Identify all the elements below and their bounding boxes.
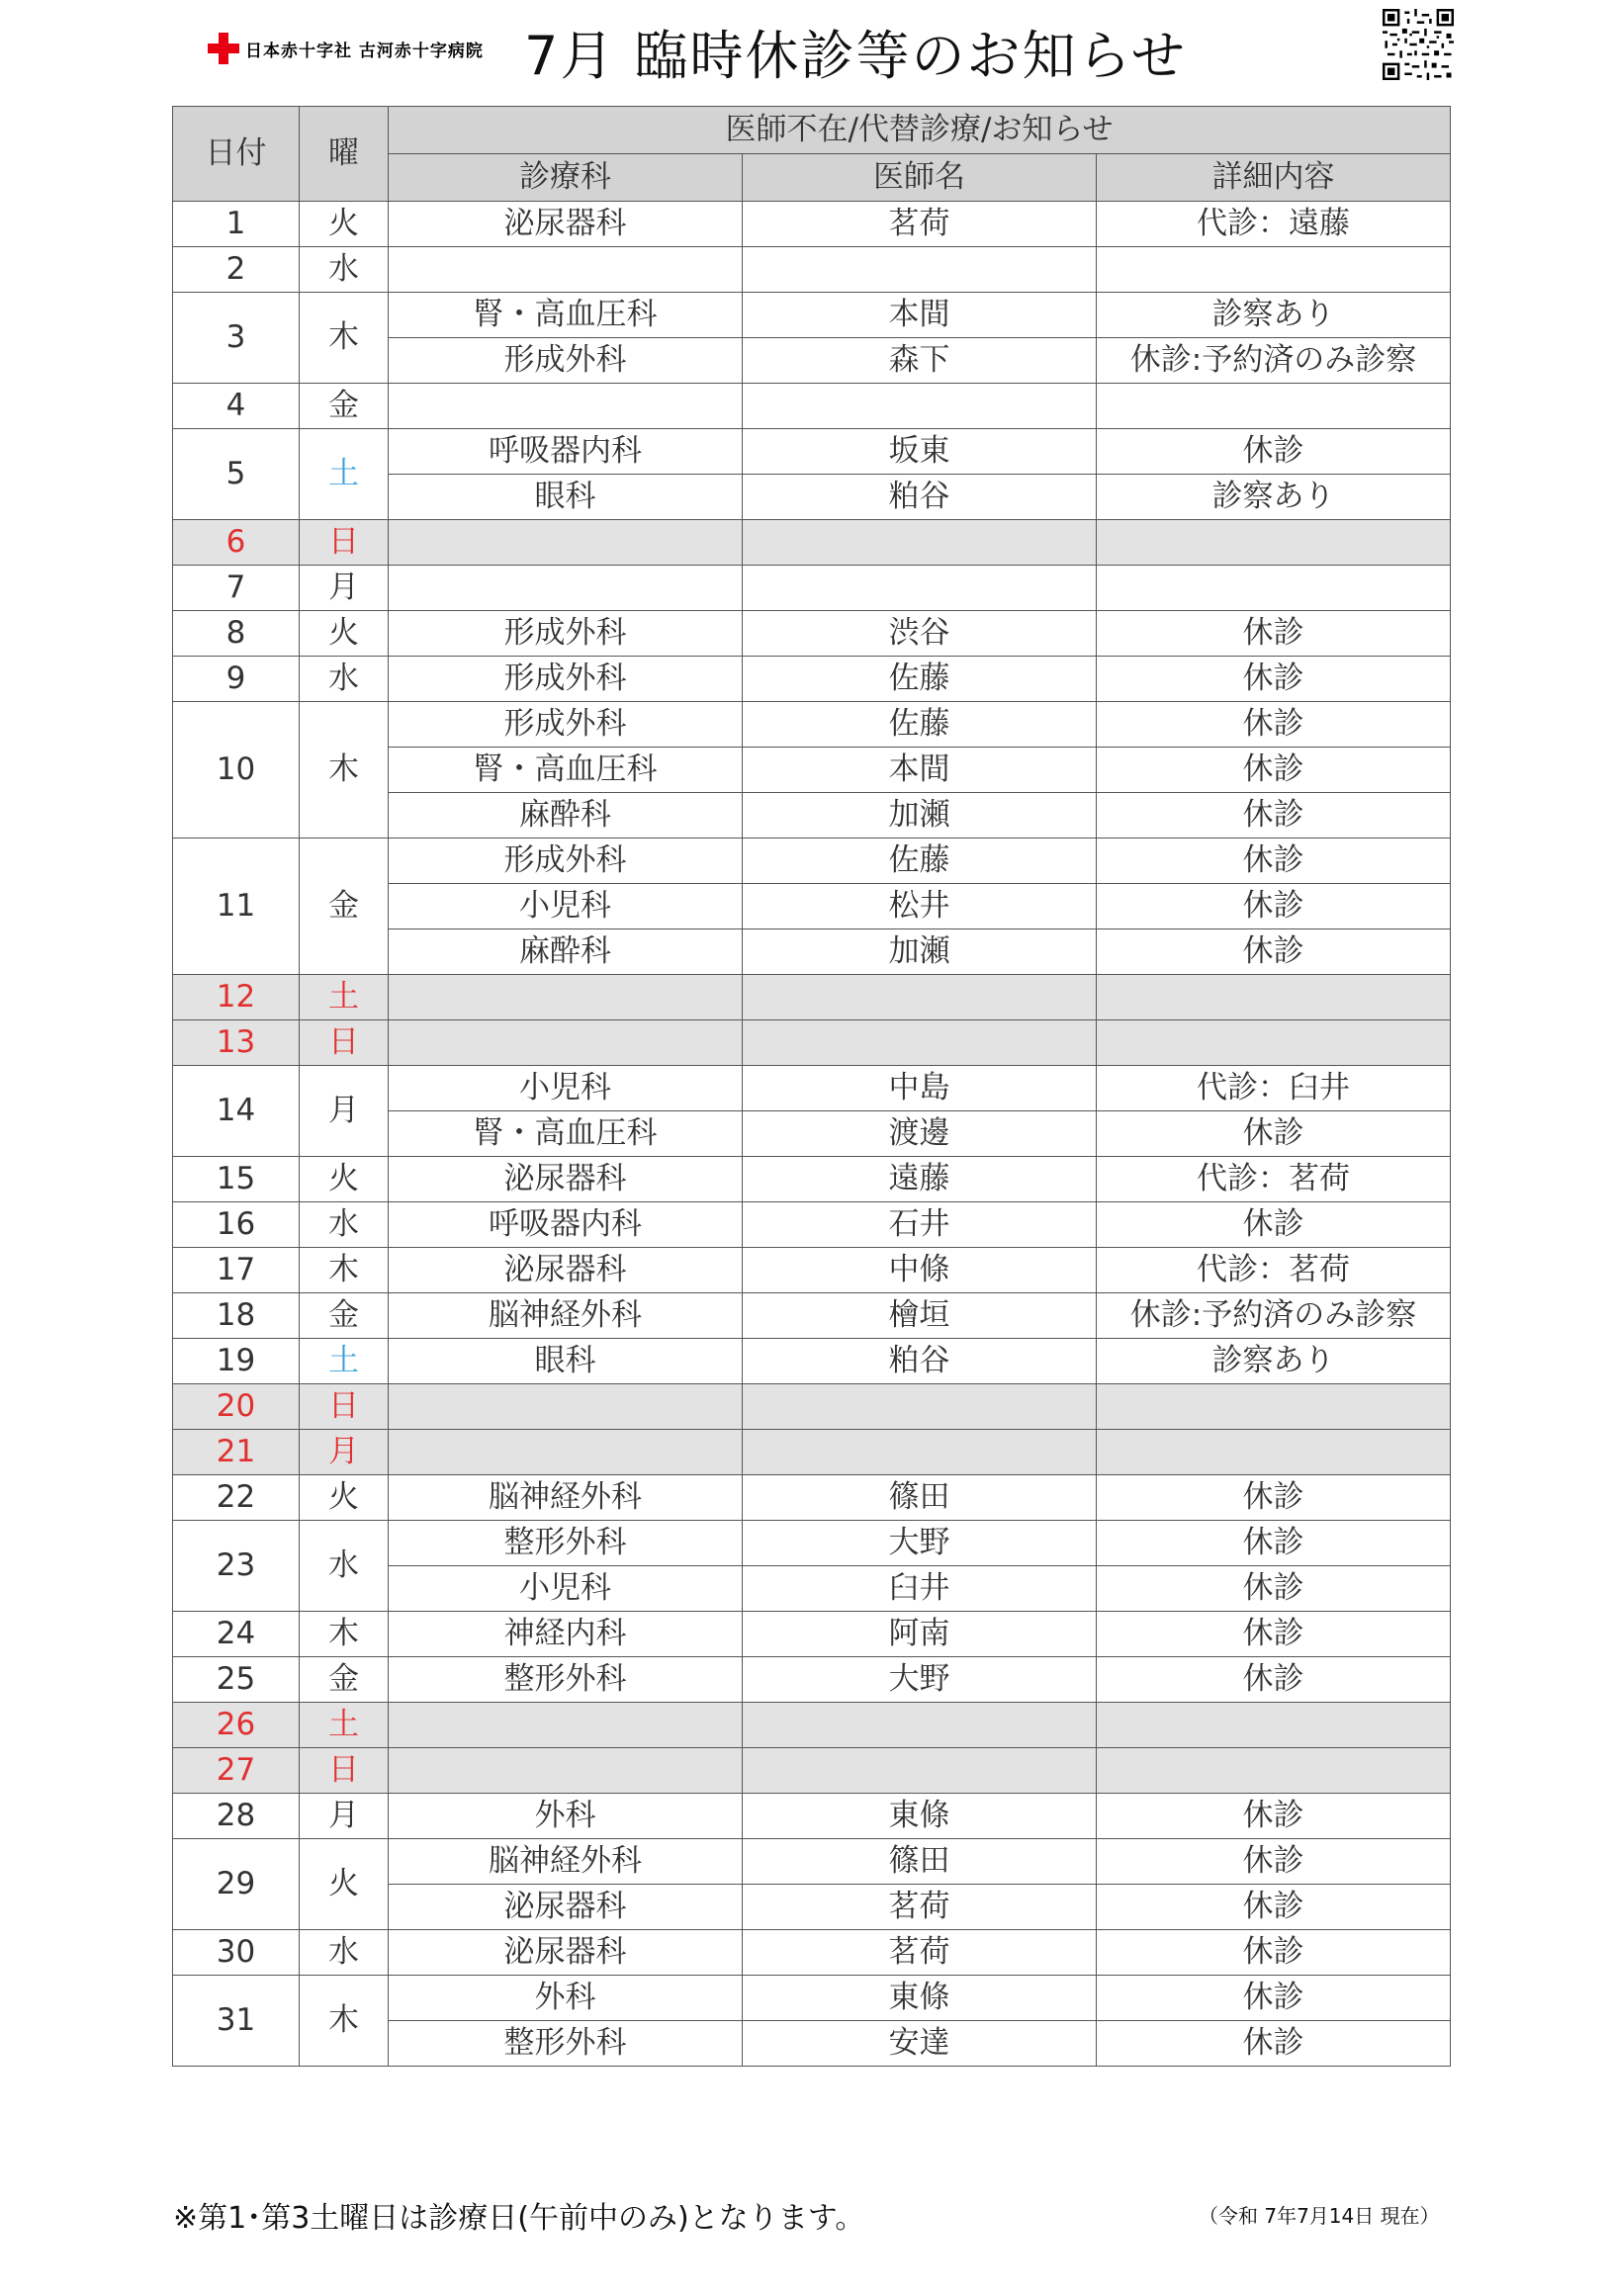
doctor-cell: 檜垣 [743, 1293, 1097, 1339]
detail-cell: 診察あり [1097, 1339, 1451, 1384]
date-cell: 7 [173, 566, 300, 611]
doctor-cell [743, 384, 1097, 429]
date-cell: 22 [173, 1475, 300, 1521]
weekday-cell: 土 [300, 429, 389, 520]
doctor-cell: 阿南 [743, 1612, 1097, 1657]
date-cell: 13 [173, 1020, 300, 1066]
weekday-cell: 日 [300, 1748, 389, 1794]
detail-cell: 休診:予約済のみ診察 [1097, 1293, 1451, 1339]
detail-cell: 休診 [1097, 1976, 1451, 2021]
header-weekday: 曜 [300, 107, 389, 202]
detail-cell: 休診 [1097, 1521, 1451, 1566]
table-row [173, 1794, 1451, 1839]
detail-cell: 休診 [1097, 1612, 1451, 1657]
date-cell: 5 [173, 429, 300, 520]
header-department: 診療科 [389, 154, 743, 202]
detail-cell: 休診 [1097, 839, 1451, 884]
department-cell: 形成外科 [389, 702, 743, 748]
detail-cell: 休診 [1097, 657, 1451, 702]
department-cell: 形成外科 [389, 611, 743, 657]
table-row [173, 1521, 1451, 1566]
department-cell: 小児科 [389, 1066, 743, 1111]
date-cell: 18 [173, 1293, 300, 1339]
date-cell: 17 [173, 1248, 300, 1293]
header-group: 医師不在/代替診療/お知らせ [389, 107, 1451, 154]
table-row [173, 247, 1451, 293]
detail-cell: 休診 [1097, 1930, 1451, 1976]
department-cell: 呼吸器内科 [389, 429, 743, 475]
table-row [173, 702, 1451, 748]
doctor-cell: 東條 [743, 1976, 1097, 2021]
doctor-cell: 森下 [743, 338, 1097, 384]
date-cell: 6 [173, 520, 300, 566]
date-cell: 15 [173, 1157, 300, 1202]
department-cell: 泌尿器科 [389, 202, 743, 247]
department-cell: 眼科 [389, 475, 743, 520]
department-cell: 泌尿器科 [389, 1157, 743, 1202]
detail-cell: 休診 [1097, 1202, 1451, 1248]
detail-cell: 休診 [1097, 611, 1451, 657]
table-row [173, 1202, 1451, 1248]
date-cell: 24 [173, 1612, 300, 1657]
detail-cell [1097, 1384, 1451, 1430]
schedule-body [173, 202, 1451, 2067]
weekday-cell: 水 [300, 1202, 389, 1248]
doctor-cell [743, 520, 1097, 566]
weekday-cell: 火 [300, 1157, 389, 1202]
header-doctor: 医師名 [743, 154, 1097, 202]
detail-cell [1097, 520, 1451, 566]
table-row [173, 1976, 1451, 2021]
doctor-cell [743, 1748, 1097, 1794]
doctor-cell: 松井 [743, 884, 1097, 929]
date-cell: 10 [173, 702, 300, 839]
detail-cell: 休診 [1097, 702, 1451, 748]
department-cell: 脳神経外科 [389, 1293, 743, 1339]
department-cell: 整形外科 [389, 1521, 743, 1566]
table-row [173, 1384, 1451, 1430]
table-row [173, 1293, 1451, 1339]
doctor-cell: 茗荷 [743, 1885, 1097, 1930]
department-cell: 外科 [389, 1976, 743, 2021]
detail-cell: 休診 [1097, 884, 1451, 929]
doctor-cell: 粕谷 [743, 1339, 1097, 1384]
table-row [173, 293, 1451, 338]
weekday-cell: 金 [300, 839, 389, 975]
doctor-cell: 茗荷 [743, 202, 1097, 247]
doctor-cell: 佐藤 [743, 839, 1097, 884]
weekday-cell: 木 [300, 702, 389, 839]
table-row [173, 1748, 1451, 1794]
table-row [173, 1475, 1451, 1521]
doctor-cell: 渡邊 [743, 1111, 1097, 1157]
weekday-cell: 土 [300, 1339, 389, 1384]
detail-cell: 休診 [1097, 429, 1451, 475]
department-cell: 泌尿器科 [389, 1248, 743, 1293]
detail-cell: 診察あり [1097, 475, 1451, 520]
department-cell: 形成外科 [389, 338, 743, 384]
department-cell: 泌尿器科 [389, 1885, 743, 1930]
detail-cell [1097, 384, 1451, 429]
date-cell: 19 [173, 1339, 300, 1384]
date-cell: 20 [173, 1384, 300, 1430]
doctor-cell [743, 975, 1097, 1020]
table-row [173, 1248, 1451, 1293]
table-row [173, 1657, 1451, 1703]
table-row [173, 1020, 1451, 1066]
doctor-cell [743, 247, 1097, 293]
detail-cell: 休診 [1097, 1475, 1451, 1521]
table-row [173, 429, 1451, 475]
weekday-cell: 火 [300, 202, 389, 247]
doctor-cell: 粕谷 [743, 475, 1097, 520]
weekday-cell: 火 [300, 1839, 389, 1930]
department-cell: 小児科 [389, 1566, 743, 1612]
table-row [173, 1066, 1451, 1111]
detail-cell: 代診：茗荷 [1097, 1248, 1451, 1293]
detail-cell: 休診 [1097, 748, 1451, 793]
table-row [173, 566, 1451, 611]
doctor-cell [743, 1703, 1097, 1748]
as-of-date: （令和 7年7月14日 現在） [1199, 2204, 1440, 2228]
table-row [173, 1157, 1451, 1202]
doctor-cell [743, 1384, 1097, 1430]
department-cell [389, 1384, 743, 1430]
detail-cell [1097, 1703, 1451, 1748]
detail-cell: 代診：遠藤 [1097, 202, 1451, 247]
detail-cell: 休診 [1097, 1657, 1451, 1703]
weekday-cell: 火 [300, 1475, 389, 1521]
department-cell: 脳神経外科 [389, 1475, 743, 1521]
department-cell: 泌尿器科 [389, 1930, 743, 1976]
department-cell: 神経内科 [389, 1612, 743, 1657]
department-cell: 麻酔科 [389, 929, 743, 975]
doctor-cell: 佐藤 [743, 702, 1097, 748]
weekday-cell: 木 [300, 1248, 389, 1293]
detail-cell: 休診 [1097, 2021, 1451, 2067]
department-cell [389, 520, 743, 566]
table-row [173, 520, 1451, 566]
date-cell: 12 [173, 975, 300, 1020]
department-cell: 麻酔科 [389, 793, 743, 839]
table-row [173, 1339, 1451, 1384]
weekday-cell: 金 [300, 1293, 389, 1339]
department-cell: 形成外科 [389, 839, 743, 884]
detail-cell: 診察あり [1097, 293, 1451, 338]
date-cell: 2 [173, 247, 300, 293]
detail-cell: 休診 [1097, 1566, 1451, 1612]
weekday-cell: 木 [300, 293, 389, 384]
table-row [173, 611, 1451, 657]
department-cell [389, 247, 743, 293]
weekday-cell: 木 [300, 1612, 389, 1657]
doctor-cell [743, 1020, 1097, 1066]
doctor-cell: 本間 [743, 748, 1097, 793]
department-cell: 整形外科 [389, 2021, 743, 2067]
detail-cell [1097, 975, 1451, 1020]
department-cell: 腎・高血圧科 [389, 1111, 743, 1157]
date-cell: 30 [173, 1930, 300, 1976]
detail-cell: 休診 [1097, 1794, 1451, 1839]
date-cell: 16 [173, 1202, 300, 1248]
detail-cell: 休診 [1097, 1885, 1451, 1930]
detail-cell: 休診 [1097, 793, 1451, 839]
weekday-cell: 日 [300, 520, 389, 566]
detail-cell [1097, 1020, 1451, 1066]
doctor-cell: 東條 [743, 1794, 1097, 1839]
table-row [173, 384, 1451, 429]
red-cross-icon [208, 33, 239, 64]
weekday-cell: 木 [300, 1976, 389, 2067]
weekday-cell: 水 [300, 247, 389, 293]
weekday-cell: 水 [300, 657, 389, 702]
doctor-cell: 安達 [743, 2021, 1097, 2067]
doctor-cell: 中條 [743, 1248, 1097, 1293]
detail-cell: 休診 [1097, 1839, 1451, 1885]
detail-cell: 代診：茗荷 [1097, 1157, 1451, 1202]
weekday-cell: 金 [300, 384, 389, 429]
weekday-cell: 火 [300, 611, 389, 657]
department-cell [389, 1703, 743, 1748]
date-cell: 26 [173, 1703, 300, 1748]
doctor-cell: 石井 [743, 1202, 1097, 1248]
header-details: 詳細内容 [1097, 154, 1451, 202]
date-cell: 9 [173, 657, 300, 702]
detail-cell: 代診：臼井 [1097, 1066, 1451, 1111]
doctor-cell [743, 1430, 1097, 1475]
doctor-cell: 篠田 [743, 1475, 1097, 1521]
weekday-cell: 水 [300, 1521, 389, 1612]
weekday-cell: 月 [300, 1430, 389, 1475]
doctor-cell [743, 566, 1097, 611]
weekday-cell: 金 [300, 1657, 389, 1703]
doctor-cell: 坂東 [743, 429, 1097, 475]
doctor-cell: 中島 [743, 1066, 1097, 1111]
department-cell [389, 1430, 743, 1475]
department-cell: 腎・高血圧科 [389, 748, 743, 793]
department-cell: 小児科 [389, 884, 743, 929]
doctor-cell: 遠藤 [743, 1157, 1097, 1202]
weekday-cell: 水 [300, 1930, 389, 1976]
date-cell: 8 [173, 611, 300, 657]
table-row [173, 202, 1451, 247]
doctor-cell: 加瀬 [743, 929, 1097, 975]
department-cell: 腎・高血圧科 [389, 293, 743, 338]
table-row [173, 1839, 1451, 1885]
doctor-cell: 臼井 [743, 1566, 1097, 1612]
detail-cell: 休診:予約済のみ診察 [1097, 338, 1451, 384]
department-cell [389, 566, 743, 611]
date-cell: 14 [173, 1066, 300, 1157]
detail-cell: 休診 [1097, 1111, 1451, 1157]
detail-cell: 休診 [1097, 929, 1451, 975]
date-cell: 29 [173, 1839, 300, 1930]
footnote: ※第1･第3土曜日は診療日(午前中のみ)となります。 [173, 2201, 865, 2236]
detail-cell [1097, 247, 1451, 293]
weekday-cell: 日 [300, 1384, 389, 1430]
date-cell: 31 [173, 1976, 300, 2067]
doctor-cell: 茗荷 [743, 1930, 1097, 1976]
weekday-cell: 月 [300, 1066, 389, 1157]
department-cell [389, 1020, 743, 1066]
table-row [173, 1430, 1451, 1475]
doctor-cell: 大野 [743, 1657, 1097, 1703]
date-cell: 4 [173, 384, 300, 429]
department-cell [389, 384, 743, 429]
header-date: 日付 [173, 107, 300, 202]
date-cell: 11 [173, 839, 300, 975]
department-cell: 呼吸器内科 [389, 1202, 743, 1248]
doctor-cell: 渋谷 [743, 611, 1097, 657]
table-row [173, 1703, 1451, 1748]
table-row [173, 975, 1451, 1020]
detail-cell [1097, 566, 1451, 611]
department-cell: 整形外科 [389, 1657, 743, 1703]
weekday-cell: 土 [300, 1703, 389, 1748]
doctor-cell: 加瀬 [743, 793, 1097, 839]
weekday-cell: 月 [300, 1794, 389, 1839]
table-row [173, 839, 1451, 884]
date-cell: 3 [173, 293, 300, 384]
date-cell: 1 [173, 202, 300, 247]
doctor-cell: 佐藤 [743, 657, 1097, 702]
date-cell: 21 [173, 1430, 300, 1475]
date-cell: 23 [173, 1521, 300, 1612]
doctor-cell: 本間 [743, 293, 1097, 338]
date-cell: 27 [173, 1748, 300, 1794]
table-row [173, 657, 1451, 702]
weekday-cell: 月 [300, 566, 389, 611]
page-title: 7月 臨時休診等のお知らせ [524, 25, 1187, 87]
weekday-cell: 土 [300, 975, 389, 1020]
table-row [173, 1930, 1451, 1976]
detail-cell [1097, 1748, 1451, 1794]
doctor-cell: 篠田 [743, 1839, 1097, 1885]
detail-cell [1097, 1430, 1451, 1475]
department-cell: 脳神経外科 [389, 1839, 743, 1885]
table-row [173, 1612, 1451, 1657]
date-cell: 28 [173, 1794, 300, 1839]
department-cell: 形成外科 [389, 657, 743, 702]
department-cell [389, 975, 743, 1020]
schedule-table [172, 106, 1451, 2067]
hospital-logo [208, 32, 484, 65]
department-cell: 眼科 [389, 1339, 743, 1384]
department-cell: 外科 [389, 1794, 743, 1839]
date-cell: 25 [173, 1657, 300, 1703]
qr-code-icon[interactable] [1383, 9, 1454, 80]
doctor-cell: 大野 [743, 1521, 1097, 1566]
weekday-cell: 日 [300, 1020, 389, 1066]
department-cell [389, 1748, 743, 1794]
hospital-name: 日本赤十字社 古河赤十字病院 [245, 41, 484, 61]
